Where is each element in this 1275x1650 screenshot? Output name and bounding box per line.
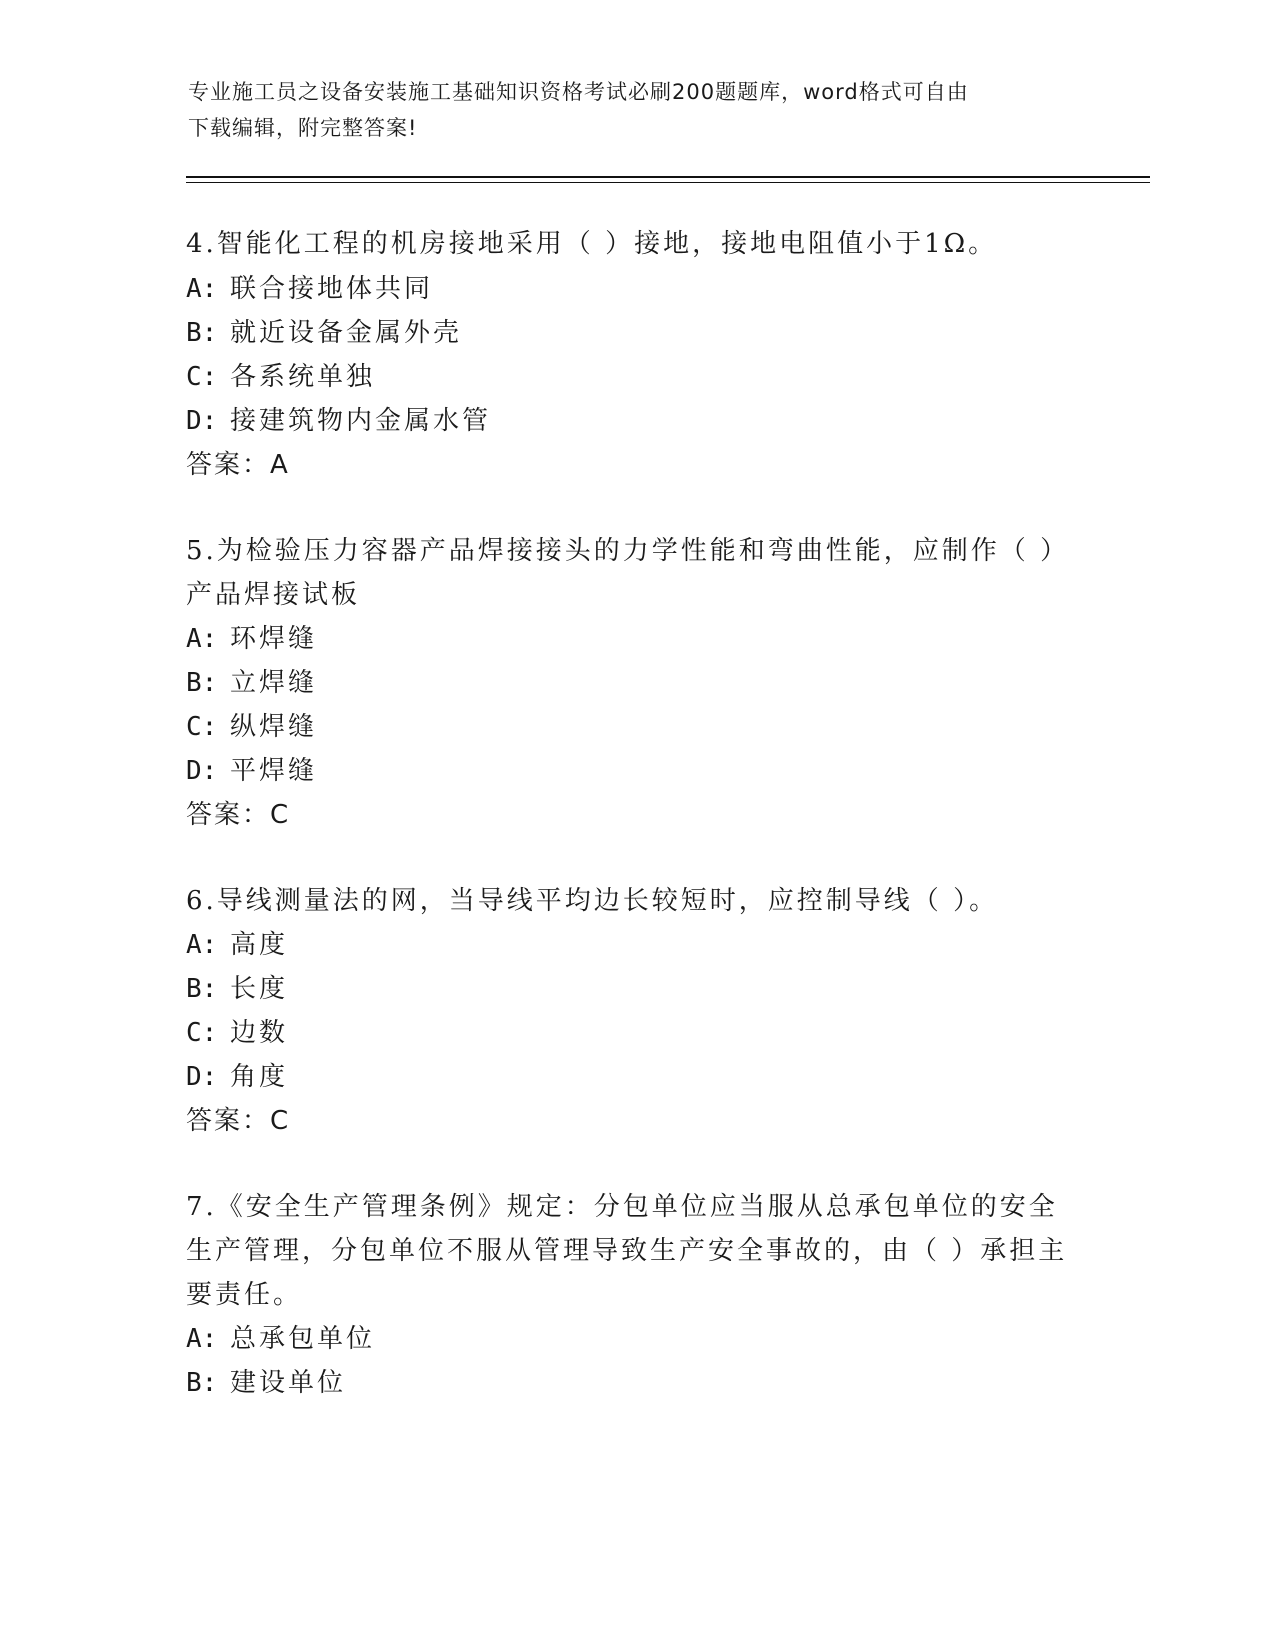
option-text: 高度: [230, 930, 289, 960]
header-line-1: 专业施工员之设备安装施工基础知识资格考试必刷200题题库，word格式可自由: [188, 80, 969, 104]
option-b: [186, 317, 462, 349]
option-key: B:: [186, 318, 218, 348]
option-c: [186, 711, 317, 743]
option-text: 长度: [230, 974, 289, 1004]
question-stem-line: 产品焊接试板: [186, 580, 361, 610]
option-key: A:: [186, 1324, 218, 1354]
answer-line: 答案：C: [186, 800, 291, 830]
question-stem-line: 要责任。: [186, 1280, 303, 1310]
question-stem-line: 生产管理，分包单位不服从管理导致生产安全事故的，由（ ）承担主: [186, 1236, 1068, 1266]
question-stem-line: 7.《安全生产管理条例》规定：分包单位应当服从总承包单位的安全: [186, 1192, 1058, 1222]
option-key: C:: [186, 712, 218, 742]
document-header: [188, 74, 1088, 146]
option-text: 联合接地体共同: [230, 274, 434, 304]
header-line-2: 下载编辑，附完整答案!: [188, 116, 418, 140]
option-key: D:: [186, 1062, 218, 1092]
question-stem-line: 4.智能化工程的机房接地采用（ ）接地，接地电阻值小于1Ω。: [186, 229, 998, 259]
header-divider-thin: [186, 182, 1150, 183]
option-a: [186, 929, 288, 961]
option-text: 角度: [230, 1062, 289, 1092]
option-text: 就近设备金属外壳: [230, 318, 463, 348]
option-text: 环焊缝: [230, 624, 318, 654]
option-b: [186, 973, 288, 1005]
option-d: [186, 755, 317, 787]
option-key: D:: [186, 756, 218, 786]
answer-line: 答案：C: [186, 1106, 291, 1136]
option-key: C:: [186, 1018, 218, 1048]
option-text: 总承包单位: [230, 1324, 376, 1354]
option-key: C:: [186, 362, 218, 392]
option-key: A:: [186, 274, 218, 304]
option-key: B:: [186, 1368, 218, 1398]
option-text: 边数: [230, 1018, 289, 1048]
option-a: [186, 1323, 375, 1355]
option-text: 各系统单独: [230, 362, 376, 392]
option-c: [186, 361, 375, 393]
option-key: B:: [186, 974, 218, 1004]
header-divider-thick: [186, 176, 1150, 178]
option-key: D:: [186, 406, 218, 436]
option-a: [186, 273, 433, 305]
option-text: 立焊缝: [230, 668, 318, 698]
option-text: 平焊缝: [230, 756, 318, 786]
option-text: 建设单位: [230, 1368, 347, 1398]
option-text: 纵焊缝: [230, 712, 318, 742]
question-stem-line: 5.为检验压力容器产品焊接接头的力学性能和弯曲性能，应制作（ ）: [186, 536, 1070, 566]
option-b: [186, 667, 317, 699]
option-c: [186, 1017, 288, 1049]
option-d: [186, 405, 491, 437]
option-b: [186, 1367, 346, 1399]
option-key: A:: [186, 930, 218, 960]
option-key: A:: [186, 624, 218, 654]
option-text: 接建筑物内金属水管: [230, 406, 492, 436]
option-key: B:: [186, 668, 218, 698]
answer-line: 答案：A: [186, 450, 290, 480]
option-d: [186, 1061, 288, 1093]
option-a: [186, 623, 317, 655]
question-stem-line: 6.导线测量法的网，当导线平均边长较短时，应控制导线（ ）。: [186, 886, 999, 916]
